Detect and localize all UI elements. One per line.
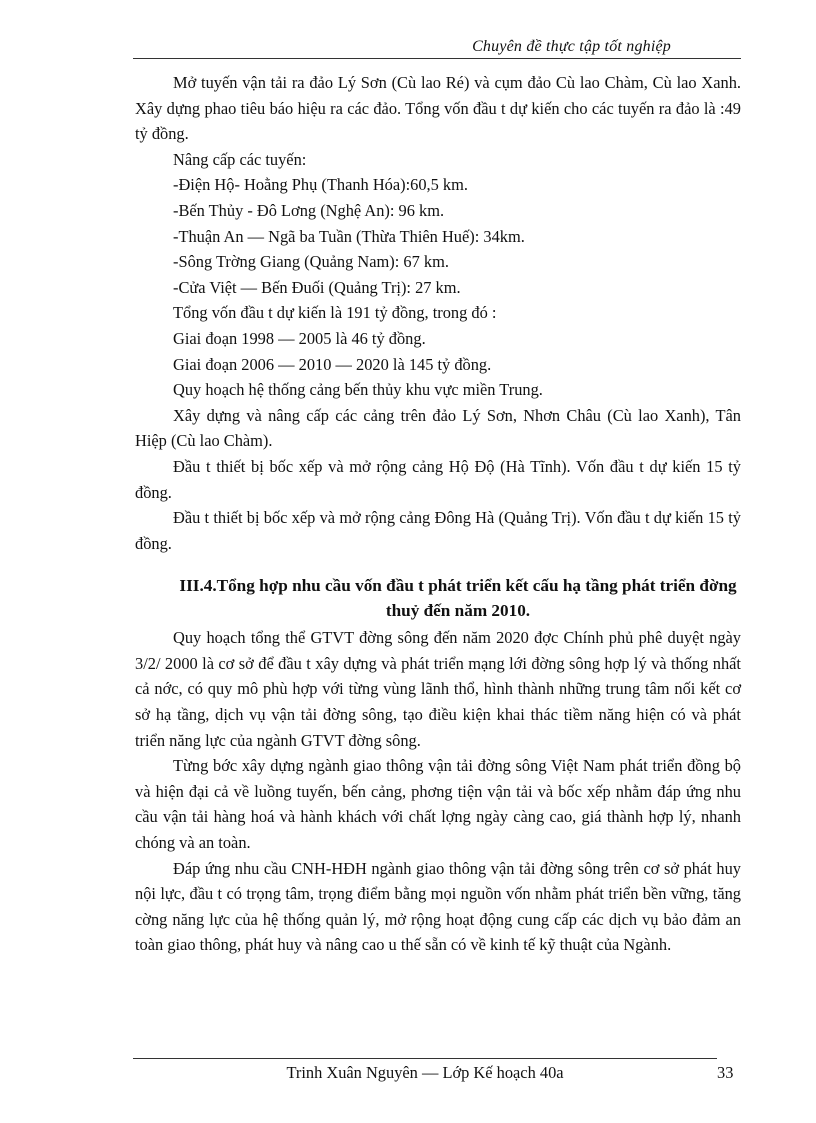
list-item: -Điện Hộ- Hoằng Phụ (Thanh Hóa):60,5 km. <box>173 175 468 195</box>
paragraph: Đầu t thiết bị bốc xếp và mở rộng cảng Đông Hà (Quảng Trị). Vốn đầu t dự kiến 15 tỷ đồng. <box>135 508 741 553</box>
section-heading: III.4.Tổng hợp nhu cầu vốn đầu t phát triển kết cấu hạ tầng phát triển đờng thuỷ đến năm 2010. <box>179 576 737 621</box>
page-number: 33 <box>717 1063 734 1082</box>
paragraph: Đáp ứng nhu cầu CNH-HĐH ngành giao thông vận tải đờng sông trên cơ sở phát huy nội lực, đầu t có trọng tâm, trọng điểm bằng mọi nguồn vốn nhằm phát triển bền vững, tăng cờng năng lực của hệ thống quản lý, mở rộng hoạt động cung cấp các dịch vụ bảo đảm an toàn giao thông, phát huy và nâng cao u thế sẵn có về kinh tế kỹ thuật của Ngành. <box>135 858 741 955</box>
paragraph: Xây dựng và nâng cấp các cảng trên đảo Lý Sơn, Nhơn Châu (Cù lao Xanh), Tân Hiệp (Cù lao Chàm). <box>135 405 741 451</box>
page-content <box>135 70 741 958</box>
list-item: Giai đoạn 2006 — 2010 — 2020 là 145 tỷ đồng. <box>173 354 492 374</box>
paragraph: Từng bớc xây dựng ngành giao thông vận tải đờng sông Việt Nam phát triển đồng bộ và hiện đại cả về luồng tuyến, bến cảng, phơng tiện vận tải và bốc xếp nhằm đáp ứng nhu cầu vận tải hàng hoá và hành khách với chất lợng ngày càng cao, giá thành hợp lý, nhanh chóng và an toàn. <box>135 756 741 853</box>
paragraph: Đầu t thiết bị bốc xếp và mở rộng cảng Hộ Độ (Hà Tĩnh). Vốn đầu t dự kiến 15 tỷ đồng. <box>135 456 741 502</box>
paragraph: Mở tuyến vận tải ra đảo Lý Sơn (Cù lao Ré) và cụm đảo Cù lao Chàm, Cù lao Xanh. Xây dựng phao tiêu báo hiệu ra các đảo. Tổng vốn đầu t dự kiến cho các tuyến ra đảo là :49 tỷ đồng. <box>135 73 741 144</box>
list-item: Tổng vốn đầu t dự kiến là 191 tỷ đồng, trong đó : <box>173 303 497 323</box>
paragraph: Quy hoạch tổng thể GTVT đờng sông đến năm 2020 đợc Chính phủ phê duyệt ngày 3/2/ 2000 là cơ sở để đầu t xây dựng và phát triển mạng lới đờng sông hợp lý và thống nhất cả nớc, có quy mô phù hợp với từng vùng lãnh thổ, hình thành những trung tâm nối kết cơ sở hạ tầng, dịch vụ vận tải đờng sông, tạo điều kiện khai thác tiềm năng hiện có và phát triển năng lực của ngành GTVT đờng sông. <box>135 628 741 750</box>
header-title: Chuyên đề thực tập tốt nghiệp <box>472 38 671 55</box>
list-item: -Bến Thủy - Đô Lơng (Nghệ An): 96 km. <box>173 200 445 220</box>
list-item: -Sông Trờng Giang (Quảng Nam): 67 km. <box>173 252 449 272</box>
list-item: Giai đoạn 1998 — 2005 là 46 tỷ đồng. <box>173 328 426 348</box>
list-item: Quy hoạch hệ thống cảng bến thủy khu vực miền Trung. <box>173 380 543 400</box>
footer-divider <box>133 1058 717 1059</box>
page-header <box>133 38 741 59</box>
footer-author: Trinh Xuân Nguyên — Lớp Kế hoạch 40a <box>286 1063 564 1082</box>
list-item: -Thuận An — Ngã ba Tuần (Thừa Thiên Huế): 34km. <box>173 226 525 246</box>
upgrade-intro: Nâng cấp các tuyến: <box>173 149 307 169</box>
list-item: -Cửa Việt — Bến Đuối (Quảng Trị): 27 km. <box>173 277 461 297</box>
